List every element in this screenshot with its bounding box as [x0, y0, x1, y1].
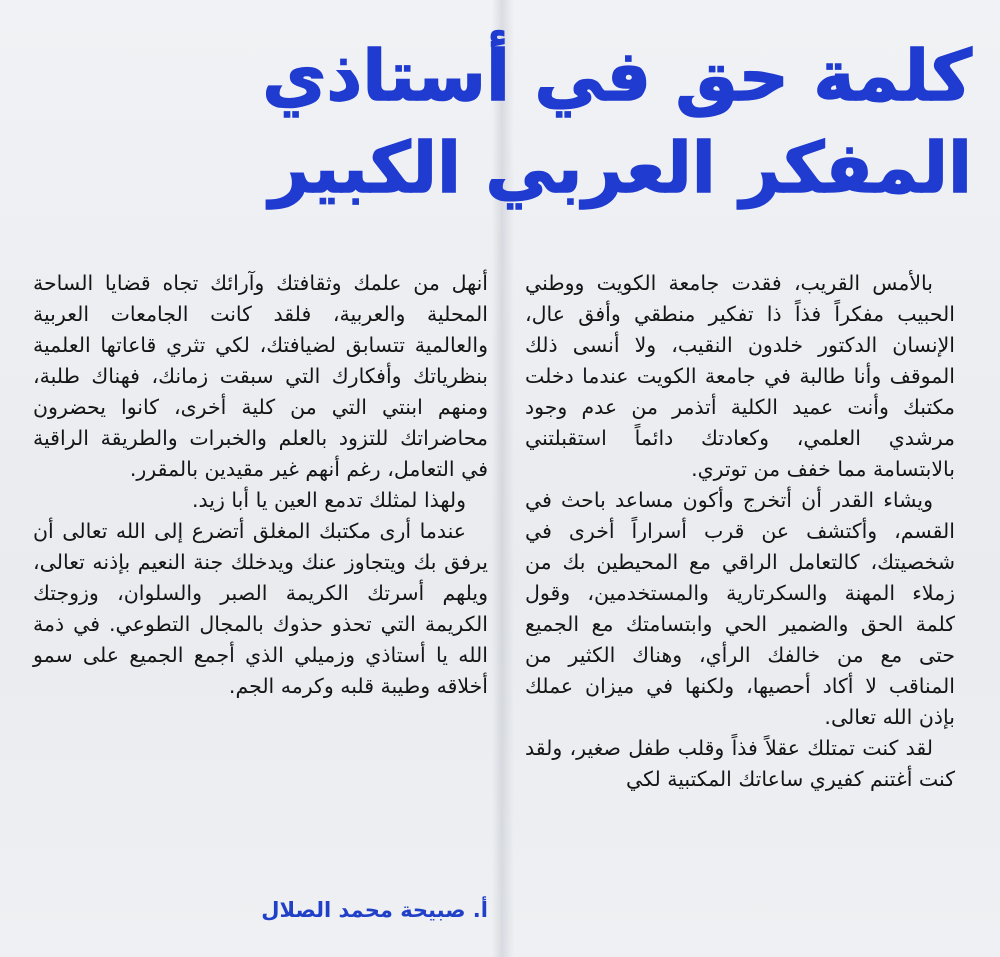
paragraph: لقد كنت تمتلك عقلاً فذاً وقلب طفل صغير، ولقد كنت أغتنم كفيري ساعاتك المكتبية لكي — [525, 736, 955, 791]
paragraph: عندما أرى مكتبك المغلق أتضرع إلى الله تعالى أن يرفق بك ويتجاوز عنك ويدخلك جنة النعيم بإذنه تعالى، ويلهم أسرتك الكريمة الصبر والسلوان، وزوجتك الكريمة التي تحذو حذوك بالمجال التطوعي. في ذمة الله يا أستاذي وزميلي الذي أجمع الجميع على سمو أخلاقه وطيبة قلبه وكرمه الجم. — [33, 519, 488, 698]
headline-line-1: كلمة حق في أستاذي — [262, 35, 972, 117]
paragraph: ولهذا لمثلك تدمع العين يا أبا زيد. — [192, 488, 466, 512]
headline-line-2: المفكر العربي الكبير — [269, 127, 972, 209]
paragraph: ويشاء القدر أن أتخرج وأكون مساعد باحث في القسم، وأكتشف عن قرب أسراراً أخرى في شخصيتك، كالتعامل الراقي مع المحيطين بك من زملاء المهنة والسكرتارية والمستخدمين، وقول كلمة الحق والضمير الحي وابتسامتك مع الجميع حتى مع من خالفك الرأي، وهناك الكثير من المناقب لا أكاد أحصيها، ولكنها في ميزان عملك بإذن الله تعالى. — [525, 488, 955, 729]
paragraph: أنهل من علمك وثقافتك وآرائك تجاه قضايا الساحة المحلية والعربية، فلقد كانت الجامعات العربية والعالمية تتسابق لضيافتك، لكي تثري قاعاتها العلمية بنظرياتك وأفكارك التي سبقت زمانك، فهناك طلبة، ومنهم ابنتي التي من كلية أخرى، كانوا يحضرون محاضراتك للتزود بالعلم والخبرات والطريقة الراقية في التعامل، رغم أنهم غير مقيدين بالمقرر. — [33, 271, 488, 481]
article-column-left — [33, 268, 488, 702]
paragraph: بالأمس القريب، فقدت جامعة الكويت ووطني الحبيب مفكراً فذاً ذا تفكير منطقي وأفق عال، الإنسان الدكتور خلدون النقيب، ولا أنسى ذلك الموقف وأنا طالبة في جامعة الكويت عندما دخلت مكتبك وأنت عميد الكلية أتذمر من عدم وجود مرشدي العلمي، وكعادتك دائماً استقبلتني بالابتسامة مما خفف من توتري. — [525, 271, 955, 481]
article-column-right — [525, 268, 955, 795]
headline — [262, 30, 972, 214]
author-byline: أ. صبيحة محمد الصلال — [261, 898, 488, 922]
